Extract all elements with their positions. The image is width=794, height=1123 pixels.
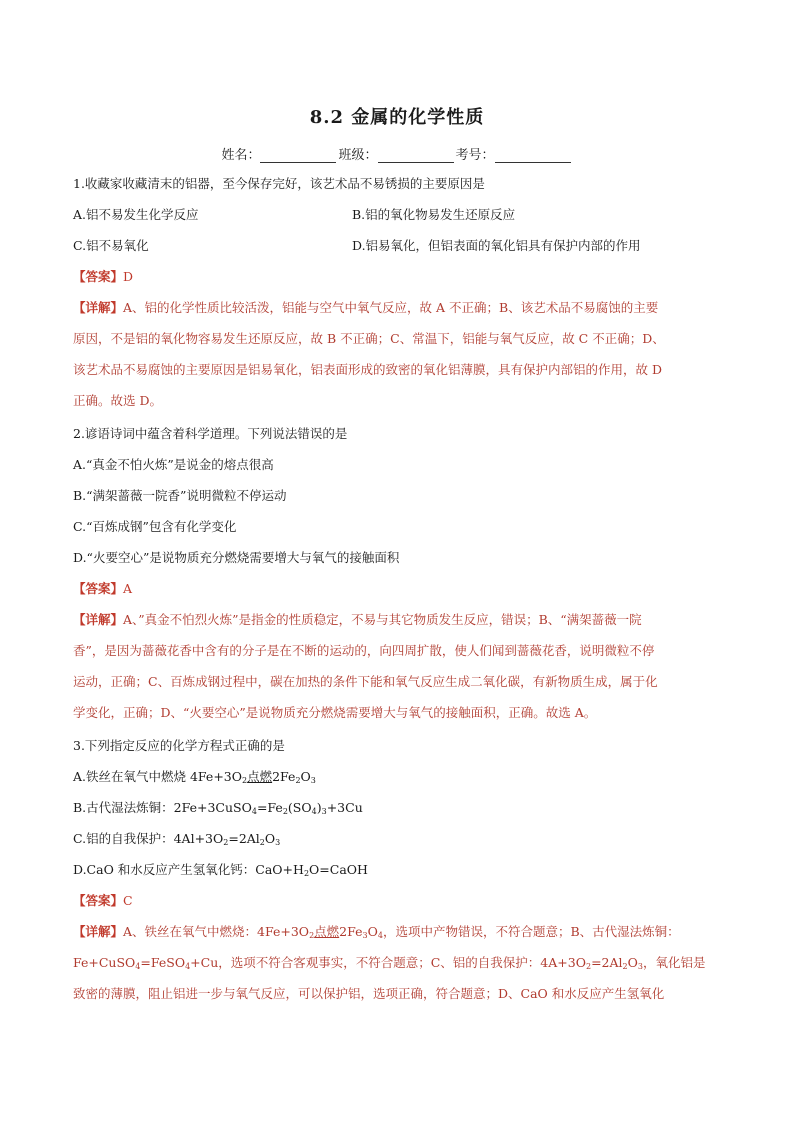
q1-option-c: C.铝不易氧化: [73, 238, 149, 253]
q2-option-d: D.“火要空心”是说物质充分燃烧需要增大与氧气的接触面积: [73, 550, 400, 565]
q1-option-d: D.铝易氧化，但铝表面的氧化铝具有保护内部的作用: [352, 238, 641, 253]
exam-number-label: 考号：: [455, 148, 495, 163]
q3-option-d: D.CaO 和水反应产生氢氧化钙：$CaO+H_2O=CaOH$: [73, 862, 368, 878]
exam-number-blank[interactable]: [495, 148, 571, 163]
q2-stem: 2.谚语诗词中蕴含着科学道理。下列说法错误的是: [73, 426, 348, 441]
answer-value: C: [123, 893, 133, 908]
q2-answer: [73, 580, 132, 598]
q3-detail-line-1: 【详解】A、铁丝在氧气中燃烧：$4Fe+3O_2$点燃$2Fe_3O_4$，选项中产物错误，不符合题意；B、古代湿法炼铜：: [73, 924, 680, 940]
detail-text: A、铁丝在氧气中燃烧：4Fe+3O: [123, 924, 310, 939]
q3-detail-line-3: 致密的薄膜，阻止铝进一步与氧气反应，可以保护铝，选项正确，符合题意；D、CaO 和水反应产生氢氧化: [73, 986, 665, 1001]
q2-detail-line-3: 运动，正确；C、百炼成钢过程中，碳在加热的条件下能和氧气反应生成二氧化碳，有新物质生成，属于化: [73, 674, 658, 689]
q2-detail-line-4: 学变化，正确；D、“火要空心”是说物质充分燃烧需要增大与氧气的接触面积，正确。故选 A。: [73, 705, 597, 720]
detail-text: A、铝的化学性质比较活泼，铝能与空气中氧气反应，故 A 不正确；B、该艺术品不易腐蚀的主要: [123, 300, 659, 315]
detail-tag: 【详解】: [73, 612, 124, 627]
q2-option-c: C.“百炼成钢”包含有化学变化: [73, 519, 237, 534]
q1-detail-line-3: 该艺术品不易腐蚀的主要原因是铝易氧化，铝表面形成的致密的氧化铝薄膜，具有保护内部铝的作用，故 D: [73, 362, 662, 377]
detail-text: =FeSO: [140, 955, 186, 970]
answer-value: A: [123, 581, 133, 596]
q1-detail-line-1: [73, 299, 658, 317]
class-blank[interactable]: [378, 148, 454, 163]
q1-detail-line-4: 正确。故选 D。: [73, 393, 162, 408]
q2-detail-line-2: 香”，是因为蔷薇花香中含有的分子是在不断的运动的，向四周扩散，使人们闻到蔷薇花香，说明微粒不停: [73, 643, 655, 658]
answer-tag: 【答案】: [73, 581, 124, 596]
equation-text: C.铝的自我保护：4Al+3O: [73, 831, 224, 846]
q1-option-b: B.铝的氧化物易发生还原反应: [352, 207, 516, 222]
q3-stem: 3.下列指定反应的化学方程式正确的是: [73, 738, 285, 753]
equation-text: =2Al: [228, 831, 260, 846]
equation-text: A.铁丝在氧气中燃烧 4Fe+3O: [73, 769, 242, 784]
equation-text: (SO: [287, 800, 312, 815]
detail-text: ，氧化铝是: [642, 955, 706, 970]
condition-ignite: 点燃: [314, 924, 340, 939]
q3-option-a: A.铁丝在氧气中燃烧 $4Fe+3O_2$点燃$2Fe_2O_3$: [73, 769, 316, 785]
q1-answer: [73, 268, 133, 286]
q1-stem: 1.收藏家收藏清末的铝器，至今保存完好，该艺术品不易锈损的主要原因是: [73, 176, 485, 191]
detail-text: +Cu，选项不符合客观事实，不符合题意；C、铝的自我保护：4A+3O: [190, 955, 586, 970]
student-info-line: [0, 144, 794, 163]
class-label: 班级：: [338, 148, 378, 163]
answer-value: D: [123, 269, 134, 284]
detail-tag: 【详解】: [73, 924, 124, 939]
answer-tag: 【答案】: [73, 893, 124, 908]
detail-text: 2Fe: [339, 924, 363, 939]
page-title: 8.2 金属的化学性质: [309, 107, 485, 128]
q2-detail-line-1: [73, 611, 642, 629]
detail-text: A、”真金不怕烈火炼”是指金的性质稳定，不易与其它物质发生反应，错误；B、“满架蔷薇一院: [123, 612, 642, 627]
q2-option-a: A.“真金不怕火炼”是说金的熔点很高: [73, 457, 274, 472]
q3-option-c: C.铝的自我保护：$4Al+3O_2=2Al_2O_3$: [73, 831, 281, 847]
equation-text: D.CaO 和水反应产生氢氧化钙：CaO+H: [73, 862, 304, 877]
detail-text: Fe+CuSO: [73, 955, 136, 970]
equation-text: =Fe: [256, 800, 283, 815]
q3-answer: [73, 892, 133, 910]
detail-text: ，选项中产物错误，不符合题意；B、古代湿法炼铜：: [382, 924, 680, 939]
equation-text: 2Fe: [272, 769, 296, 784]
answer-tag: 【答案】: [73, 269, 124, 284]
name-blank[interactable]: [260, 148, 336, 163]
equation-text: B.古代湿法炼铜：2Fe+3CuSO: [73, 800, 252, 815]
q1-option-a: A.铝不易发生化学反应: [73, 207, 199, 222]
detail-text: =2Al: [591, 955, 623, 970]
q1-detail-line-2: 原因，不是铝的氧化物容易发生还原反应，故 B 不正确；C、常温下，铝能与氧气反应，故 C 不正确；D、: [73, 331, 665, 346]
q3-option-b: B.古代湿法炼铜：$2Fe+3CuSO_4=Fe_2(SO_4)_3+3Cu$: [73, 800, 363, 816]
equation-text: +3Cu: [326, 800, 363, 815]
condition-ignite: 点燃: [247, 769, 273, 784]
equation-text: O=CaOH: [309, 862, 368, 877]
detail-tag: 【详解】: [73, 300, 124, 315]
q3-detail-line-2: Fe+CuSO$_4$=FeSO$_4$+Cu，选项不符合客观事实，不符合题意；C、铝的自我保护：$4A+3O_2=2Al_2O_3$，氧化铝是: [73, 955, 706, 971]
name-label: 姓名：: [221, 148, 261, 163]
q2-option-b: B.“满架蔷薇一院香”说明微粒不停运动: [73, 488, 287, 503]
